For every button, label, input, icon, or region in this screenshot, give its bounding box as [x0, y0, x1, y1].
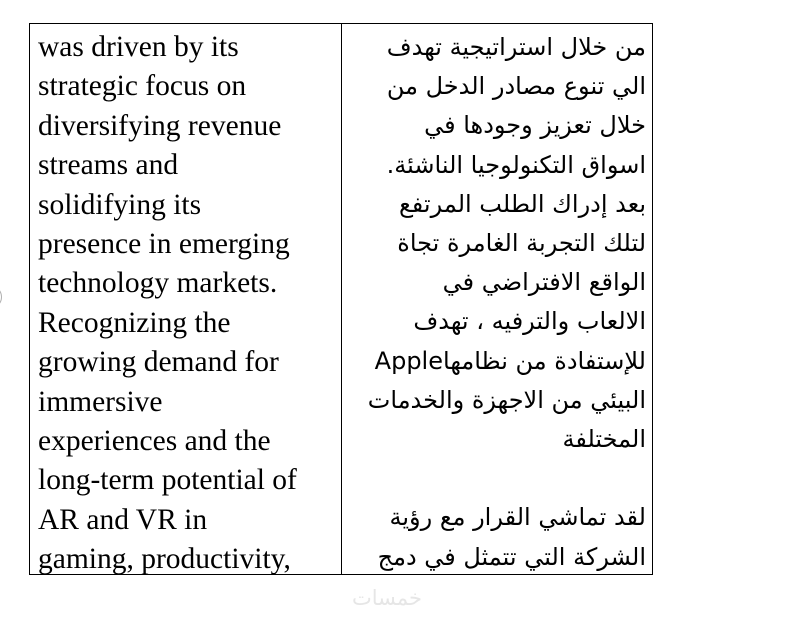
arabic-line: لقد تماشي القرار مع رؤية: [389, 503, 646, 532]
english-line: immersive: [38, 385, 163, 418]
arabic-blank-line: [346, 459, 646, 498]
translation-table: [29, 23, 653, 575]
arabic-line: لتلك التجربة الغامرة تجاة: [397, 229, 646, 258]
english-line: AR and VR in: [38, 503, 208, 536]
english-line: experiences and the: [38, 425, 271, 458]
english-line: gaming, productivity,: [38, 543, 291, 574]
arabic-line: الالعاب والترفيه ، تهدف: [413, 307, 646, 336]
english-line: Recognizing the: [38, 306, 231, 339]
watermark: خمسات: [352, 586, 423, 610]
english-line: solidifying its: [38, 188, 202, 221]
english-line: presence in emerging: [38, 228, 290, 261]
arabic-line: الشركة التي تتمثل في دمج: [377, 542, 646, 571]
english-line: was driven by its: [38, 31, 239, 63]
arabic-cell: [342, 24, 652, 574]
english-line: diversifying revenue: [38, 109, 282, 142]
english-cell: [30, 24, 342, 574]
english-line: technology markets.: [38, 267, 278, 300]
english-line: growing demand for: [38, 346, 279, 379]
arabic-line: البيئي من الاجهزة والخدمات: [367, 385, 646, 414]
arabic-line: الواقع الافتراضي في: [442, 268, 646, 297]
arabic-line: خلال تعزيز وجودها في: [424, 111, 646, 140]
arabic-line: من خلال استراتيجية تهدف: [386, 33, 646, 61]
english-line: strategic focus on: [38, 70, 247, 103]
arabic-line: الي تنوع مصادر الدخل من: [386, 72, 646, 101]
side-scroll-handle: [0, 285, 2, 309]
arabic-line: اسواق التكنولوجيا الناشئة.: [386, 150, 646, 179]
arabic-line: المختلفة: [562, 425, 646, 454]
arabic-line: Appleللإستفادة من نظامها: [374, 346, 646, 375]
english-line: long-term potential of: [38, 464, 297, 497]
english-line: streams and: [38, 149, 179, 182]
arabic-line: بعد إدراك الطلب المرتفع: [398, 189, 646, 218]
